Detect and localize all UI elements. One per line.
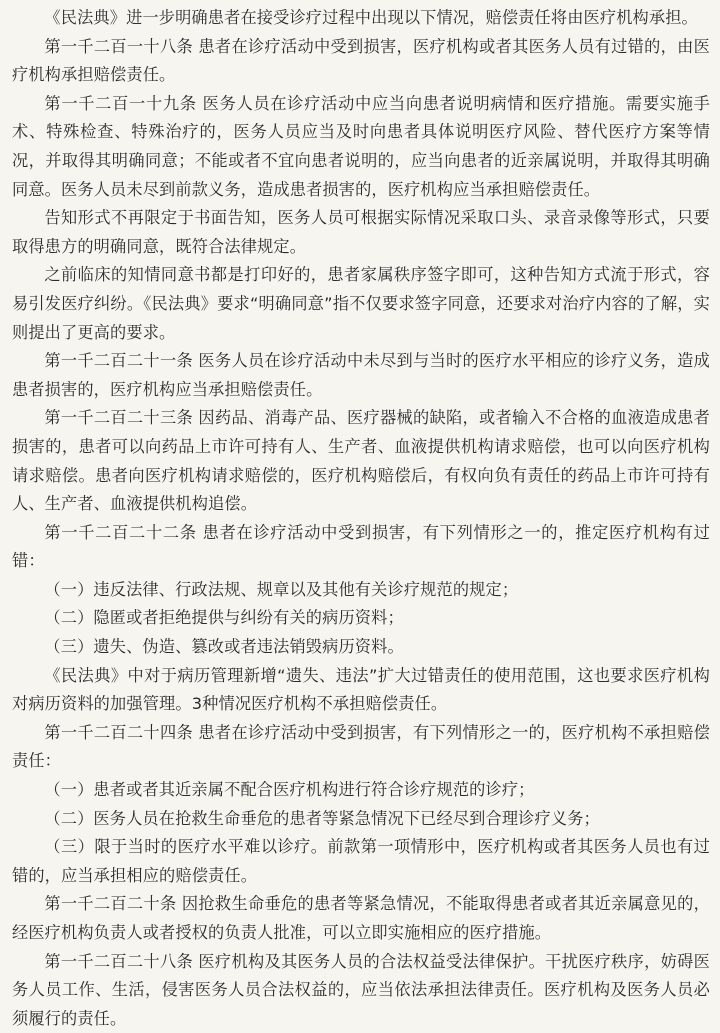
article-1228-paragraph: 第一千二百二十八条 医疗机构及其医务人员的合法权益受法律保护。干扰医疗秩序，妨碍医务人员工作、生活，侵害医务人员合法权益的，应当依法承担法律责任。医疗机构及医务人员必须履行的责任。 [12,951,710,1028]
commentary-paragraph: 之前临床的知情同意书都是打印好的，患者家属秩序签字即可，这种告知方式流于形式，容易引发医疗纠纷。《民法典》要求“明确同意”指不仅要求签字同意，还要求对治疗内容的了解，实则提出了更高的要求。 [12,265,710,342]
article-1222-paragraph: 第一千二百二十二条 患者在诊疗活动中受到损害，有下列情形之一的，推定医疗机构有过错： [12,522,710,571]
list-item: （二）医务人员在抢救生命垂危的患者等紧急情况下已经尽到合理诊疗义务； [44,808,600,828]
commentary-paragraph: 《民法典》中对于病历管理新增“遗失、违法”扩大过错责任的使用范围，这也要求医疗机构对病历资料的加强管理。3种情况医疗机构不承担赔偿责任。 [12,665,710,714]
article-1219-paragraph: 第一千二百一十九条 医务人员在诊疗活动中应当向患者说明病情和医疗措施。需要实施手术、特殊检查、特殊治疗的，医务人员应当及时向患者具体说明医疗风险、替代医疗方案等情况，并取得其明确同意；不能或者不宜向患者说明的，应当向患者的近亲属说明，并取得其明确同意。医务人员未尽到前款义务，造成患者损害的，医疗机构应当承担赔偿责任。 [12,93,710,199]
article-1223-paragraph: 第一千二百二十三条 因药品、消毒产品、医疗器械的缺陷，或者输入不合格的血液造成患者损害的，患者可以向药品上市许可持有人、生产者、血液提供机构请求赔偿，也可以向医疗机构请求赔偿。患者向医疗机构请求赔偿的，医疗机构赔偿后，有权向负有责任的药品上市许可持有人、生产者、血液提供机构追偿。 [12,408,710,514]
intro-paragraph: 《民法典》进一步明确患者在接受诊疗过程中出现以下情况，赔偿责任将由医疗机构承担。 [44,8,698,27]
list-item: （三）限于当时的医疗水平难以诊疗。前款第一项情形中，医疗机构或者其医务人员也有过错的，应当承担相应的赔偿责任。 [12,837,710,885]
article-1224-paragraph: 第一千二百二十四条 患者在诊疗活动中受到损害，有下列情形之一的，医疗机构不承担赔偿责任： [12,722,710,771]
list-item: （一）患者或者其近亲属不配合医疗机构进行符合诊疗规范的诊疗； [44,780,535,800]
article-1221-paragraph: 第一千二百二十一条 医务人员在诊疗活动中未尽到与当时的医疗水平相应的诊疗义务，造成患者损害的，医疗机构应当承担赔偿责任。 [12,351,710,399]
article-1218-paragraph: 第一千二百一十八条 患者在诊疗活动中受到损害，医疗机构或者其医务人员有过错的，由医疗机构承担赔偿责任。 [12,36,710,85]
article-1220-paragraph: 第一千二百二十条 因抢救生命垂危的患者等紧急情况，不能取得患者或者其近亲属意见的，经医疗机构负责人或者授权的负责人批准，可以立即实施相应的医疗措施。 [12,894,710,942]
list-item: （三）遗失、伪造、篡改或者违法销毁病历资料。 [44,637,404,657]
list-item: （二）隐匿或者拒绝提供与纠纷有关的病历资料； [44,608,404,628]
list-item: （一）违反法律、行政法规、规章以及其他有关诊疗规范的规定； [44,579,519,599]
commentary-paragraph: 告知形式不再限定于书面告知，医务人员可根据实际情况采取口头、录音录像等形式，只要取得患方的明确同意，既符合法律规定。 [12,208,710,256]
